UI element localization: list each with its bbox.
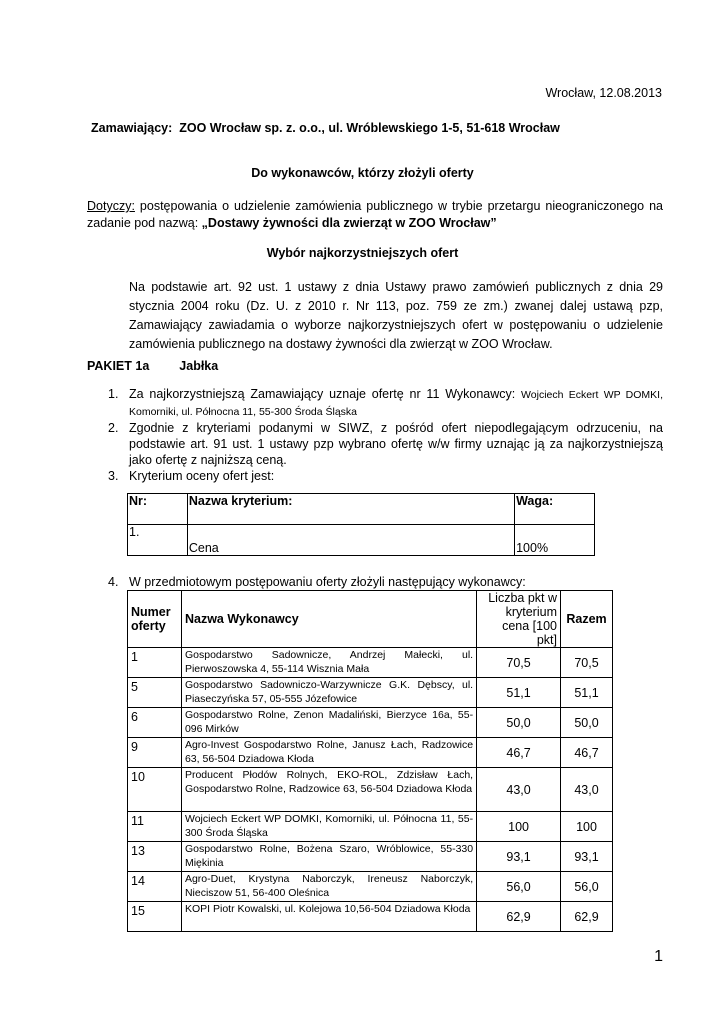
offer-number: 6 bbox=[128, 708, 182, 738]
total-points: 100 bbox=[561, 812, 613, 842]
package-heading bbox=[87, 359, 218, 373]
table-row bbox=[128, 738, 613, 768]
total-points: 46,7 bbox=[561, 738, 613, 768]
list-item-text: W przedmiotowym postępowaniu oferty złożyli następujący wykonawcy: bbox=[129, 575, 526, 589]
table-row bbox=[128, 812, 613, 842]
winner-name: Wojciech Eckert WP DOMKI, Komorniki, ul. Północna 11, 55-300 Środa Śląska bbox=[129, 389, 663, 418]
table-header-row bbox=[128, 494, 595, 525]
list-item bbox=[108, 468, 663, 484]
offer-number: 1 bbox=[128, 648, 182, 678]
price-points: 51,1 bbox=[477, 678, 561, 708]
offers-table bbox=[127, 590, 613, 932]
package-name: Jabłka bbox=[179, 359, 219, 373]
table-header: Waga: bbox=[515, 494, 595, 525]
table-row bbox=[128, 842, 613, 872]
price-points: 100 bbox=[477, 812, 561, 842]
decision-list bbox=[108, 386, 663, 484]
list-item-number: 3. bbox=[108, 469, 119, 483]
subject-text: postępowania o udzielenie zamówienia publicznego w trybie przetargu nieograniczonego na zadanie pod nazwą: bbox=[87, 199, 663, 230]
table-cell: 100% bbox=[515, 525, 595, 556]
price-points: 93,1 bbox=[477, 842, 561, 872]
table-row bbox=[128, 872, 613, 902]
list-item-number: 1. bbox=[108, 387, 119, 401]
table-header: Nazwa kryterium: bbox=[187, 494, 514, 525]
list-item bbox=[108, 420, 663, 468]
offer-number: 10 bbox=[128, 768, 182, 812]
contracting-authority bbox=[91, 121, 560, 135]
list-item bbox=[108, 386, 663, 420]
table-row bbox=[128, 678, 613, 708]
offer-number: 13 bbox=[128, 842, 182, 872]
offer-number: 11 bbox=[128, 812, 182, 842]
total-points: 50,0 bbox=[561, 708, 613, 738]
table-header: Numer oferty bbox=[128, 591, 182, 648]
addressee: Do wykonawców, którzy złożyli oferty bbox=[251, 166, 474, 180]
intro-paragraph: Na podstawie art. 92 ust. 1 ustawy z dnia Ustawy prawo zamówień publicznych z dnia 29 stycznia 2004 roku (Dz. U. z 2010 r. Nr 113, poz. 759 ze zm.) zwanej dalej ustawą pzp, Zamawiający zawiadamia o wyborze najkorzystniejszych ofert w postępowaniu o udzielenie zamówienia publicznego na dostawy żywności dla zwierząt w ZOO Wrocław. bbox=[129, 280, 663, 351]
total-points: 62,9 bbox=[561, 902, 613, 932]
contractor-name: KOPI Piotr Kowalski, ul. Kolejowa 10,56-504 Dziadowa Kłoda bbox=[181, 902, 476, 932]
contractor-name: Wojciech Eckert WP DOMKI, Komorniki, ul. Północna 11, 55-300 Środa Śląska bbox=[181, 812, 476, 842]
table-header: Liczba pkt w kryterium cena [100 pkt] bbox=[477, 591, 561, 648]
price-points: 46,7 bbox=[477, 738, 561, 768]
list-item-number: 4. bbox=[108, 575, 119, 589]
table-header-row bbox=[128, 591, 613, 648]
contractor-name: Gospodarstwo Rolne, Bożena Szaro, Wróblowice, 55-330 Miękinia bbox=[181, 842, 476, 872]
list-item-text: Kryterium oceny ofert jest: bbox=[129, 469, 275, 483]
table-cell: 1. bbox=[128, 525, 188, 556]
package-label: PAKIET 1a bbox=[87, 359, 150, 373]
total-points: 70,5 bbox=[561, 648, 613, 678]
contractor-name: Agro-Duet, Krystyna Naborczyk, Ireneusz Naborczyk, Nieciszow 51, 56-400 Oleśnica bbox=[181, 872, 476, 902]
total-points: 93,1 bbox=[561, 842, 613, 872]
subject-paragraph bbox=[87, 198, 663, 232]
list-item-text: Za najkorzystniejszą Zamawiający uznaje ofertę nr 11 Wykonawcy: bbox=[129, 387, 522, 401]
price-points: 56,0 bbox=[477, 872, 561, 902]
contractor-name: Agro-Invest Gospodarstwo Rolne, Janusz Łach, Radzowice 63, 56-504 Dziadowa Kłoda bbox=[181, 738, 476, 768]
table-header: Nr: bbox=[128, 494, 188, 525]
price-points: 70,5 bbox=[477, 648, 561, 678]
table-header: Nazwa Wykonawcy bbox=[181, 591, 476, 648]
price-points: 50,0 bbox=[477, 708, 561, 738]
table-row bbox=[128, 768, 613, 812]
offer-number: 15 bbox=[128, 902, 182, 932]
table-row bbox=[128, 648, 613, 678]
total-points: 56,0 bbox=[561, 872, 613, 902]
contracting-authority-label: Zamawiający: bbox=[91, 121, 173, 135]
table-row bbox=[128, 902, 613, 932]
contractor-name: Gospodarstwo Sadowniczo-Warzywnicze G.K. Dębscy, ul. Piaseczyńska 57, 05-555 Józefowice bbox=[181, 678, 476, 708]
contracting-authority-value: ZOO Wrocław sp. z. o.o., ul. Wróblewskiego 1-5, 51-618 Wrocław bbox=[179, 121, 560, 135]
list-item-text: Zgodnie z kryteriami podanymi w SIWZ, z pośród ofert niepodlegającym odrzuceniu, na podstawie art. 91 ust. 1 ustawy pzp wybrano ofertę w/w firmy uznając ją za najkorzystniejszą jako ofertę z najniższą ceną. bbox=[129, 421, 663, 467]
offer-number: 5 bbox=[128, 678, 182, 708]
contractor-name: Producent Płodów Rolnych, EKO-ROL, Zdzisław Łach, Gospodarstwo Rolne, Radzowice 63, 56-504 Dziadowa Kłoda bbox=[181, 768, 476, 812]
list-item-number: 2. bbox=[108, 421, 119, 435]
offer-number: 14 bbox=[128, 872, 182, 902]
table-cell: Cena bbox=[187, 525, 514, 556]
letter-date: Wrocław, 12.08.2013 bbox=[545, 86, 662, 100]
price-points: 43,0 bbox=[477, 768, 561, 812]
offer-number: 9 bbox=[128, 738, 182, 768]
section-title: Wybór najkorzystniejszych ofert bbox=[266, 246, 459, 260]
page-number: 1 bbox=[654, 948, 663, 965]
table-header: Razem bbox=[561, 591, 613, 648]
total-points: 51,1 bbox=[561, 678, 613, 708]
subject-label: Dotyczy: bbox=[87, 199, 135, 213]
total-points: 43,0 bbox=[561, 768, 613, 812]
contractor-name: Gospodarstwo Rolne, Zenon Madaliński, Bierzyce 16a, 55-096 Mirków bbox=[181, 708, 476, 738]
list-item bbox=[108, 575, 526, 589]
price-points: 62,9 bbox=[477, 902, 561, 932]
table-row bbox=[128, 525, 595, 556]
criteria-table bbox=[127, 493, 595, 556]
table-row bbox=[128, 708, 613, 738]
contractor-name: Gospodarstwo Sadownicze, Andrzej Małecki, ul. Pierwoszowska 4, 55-114 Wisznia Mała bbox=[181, 648, 476, 678]
subject-task-name: „Dostawy żywności dla zwierząt w ZOO Wrocław” bbox=[201, 216, 497, 230]
